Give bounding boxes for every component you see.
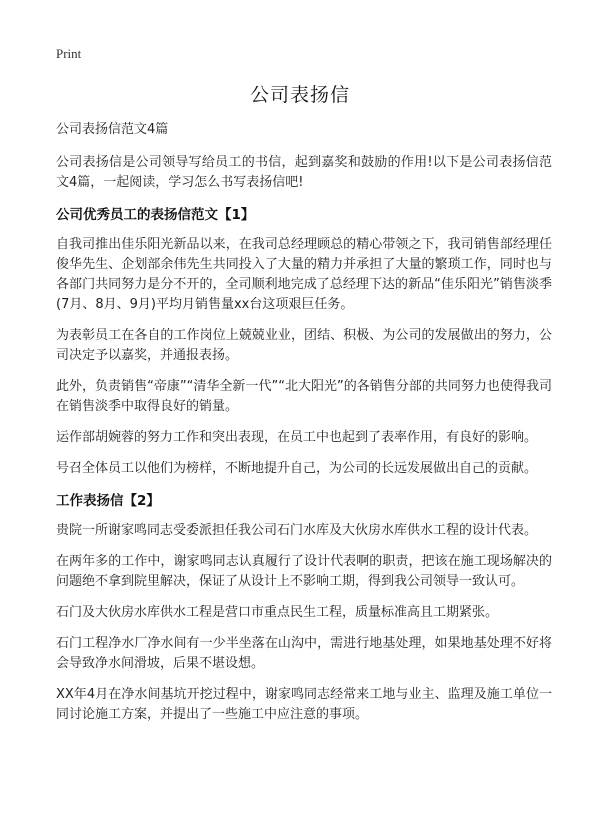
paragraph: 自我司推出佳乐阳光新品以来，在我司总经理顾总的精心带领之下，我司销售部经理任俊华先生、企划部余伟先生共同投入了大量的精力并承担了大量的繁琐工作，同时也与各部门共同努力是分不开的，全司顺利地完成了总经理下达的新品“佳乐阳光”销售淡季(7月、8月、9月)平均月销售量xx台这项艰巨任务。 [56,237,552,312]
section-heading: 公司优秀员工的表扬信范文【1】 [56,207,255,223]
paragraph: 石门工程净水厂净水间有一少半坐落在山沟中，需进行地基处理，如果地基处理不好将会导致净水间滑坡，后果不堪设想。 [56,636,552,671]
intro-paragraph: 公司表扬信是公司领导写给员工的书信，起到嘉奖和鼓励的作用!以下是公司表扬信范文4篇，一起阅读，学习怎么书写表扬信吧! [56,155,552,190]
paragraph: 石门及大伙房水库供水工程是营口市重点民生工程，质量标准高且工期紧张。 [56,605,499,620]
paragraph: XX年4月在净水间基坑开挖过程中，谢家鸣同志经常来工地与业主、监理及施工单位一同讨论施工方案，并提出了一些施工中应注意的事项。 [56,687,552,722]
paragraph: 为表彰员工在各自的工作岗位上兢兢业业，团结、积极、为公司的发展做出的努力，公司决定予以嘉奖，并通报表扬。 [56,328,552,363]
print-link[interactable]: Print [56,46,82,61]
paragraph: 号召全体员工以他们为榜样，不断地提升自己，为公司的长远发展做出自己的贡献。 [56,461,538,476]
paragraph: 此外，负责销售“帝康”“清华全新一代”“北大阳光”的各销售分部的共同努力也使得我司在销售淡季中取得良好的销量。 [56,379,552,414]
section-heading: 工作表扬信【2】 [56,493,160,509]
document-subtitle: 公司表扬信范文4篇 [56,122,169,137]
paragraph: 在两年多的工作中，谢家鸣同志认真履行了设计代表啊的职责，把该在施工现场解决的问题绝不拿到院里解决，保证了从设计上不影响工期，得到我公司领导一致认可。 [56,554,552,589]
paragraph: 贵院一所谢家鸣同志受委派担任我公司石门水库及大伙房水库供水工程的设计代表。 [56,523,538,538]
document-body [56,120,552,736]
paragraph: 运作部胡婉蓉的努力工作和突出表现，在员工中也起到了表率作用，有良好的影响。 [56,430,538,445]
document-title: 公司表扬信 [249,84,350,106]
